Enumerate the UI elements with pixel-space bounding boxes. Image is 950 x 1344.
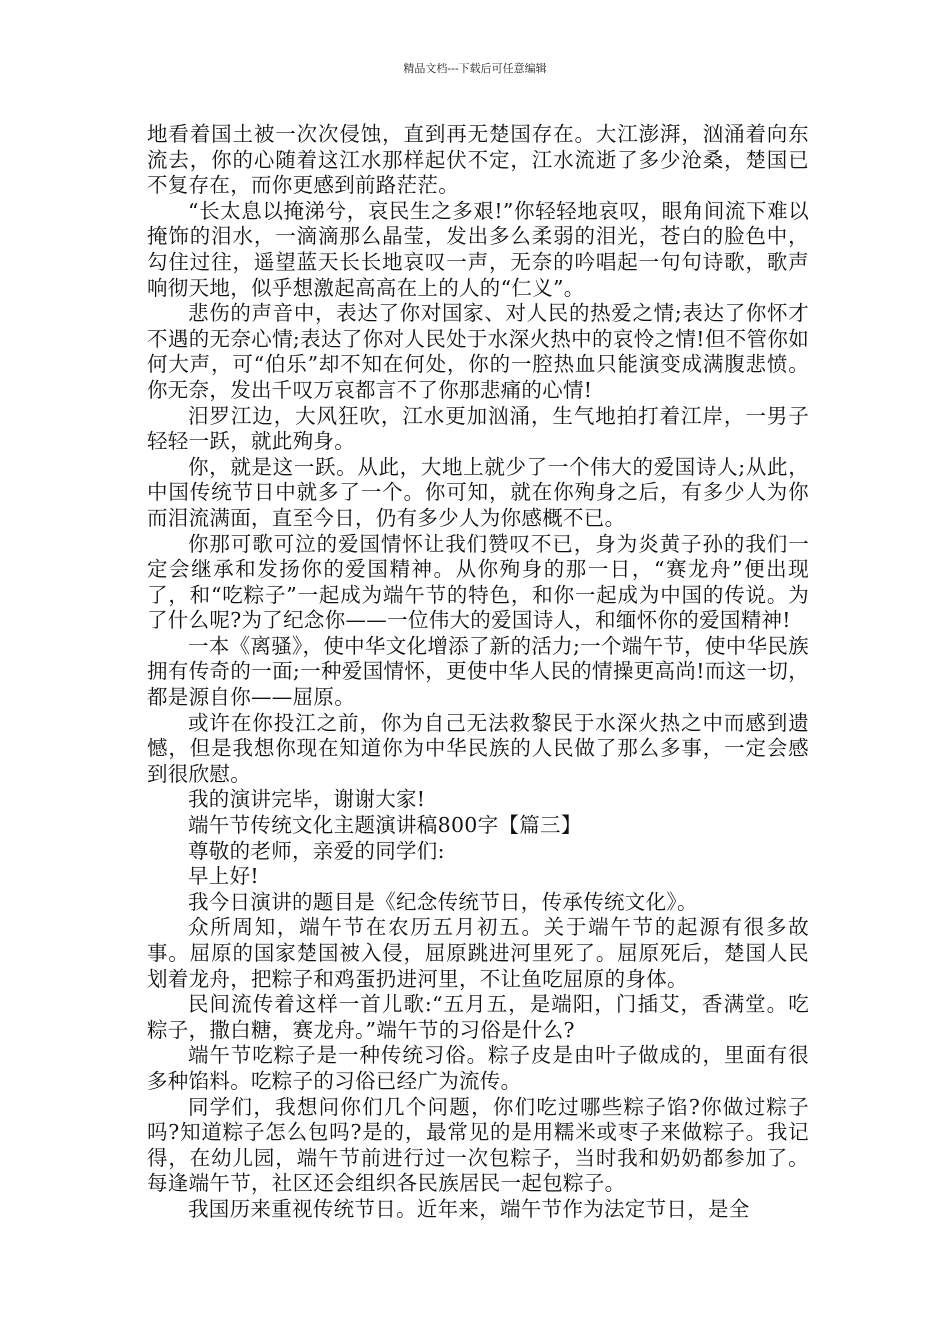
paragraph: 你，就是这一跃。从此，大地上就少了一个伟大的爱国诗人;从此，中国传统节日中就多了一个。你可知，就在你殉身之后，有多少人为你而泪流满面，直至今日，仍有多少人为你感概不已。 — [147, 454, 809, 530]
paragraph: 悲伤的声音中，表达了你对国家、对人民的热爱之情;表达了你怀才不遇的无奈心情;表达了你对人民处于水深火热中的哀怜之情!但不管你如何大声，可“伯乐”却不知在何处，你的一腔热血只能演变成满腹悲愤。你无奈，发出千叹万哀都言不了你那悲痛的心情! — [147, 301, 809, 402]
salutation: 尊敬的老师，亲爱的同学们: — [188, 838, 445, 863]
paragraph: 你那可歌可泣的爱国情怀让我们赞叹不已，身为炎黄子孙的我们一定会继承和发扬你的爱国精神。从你殉身的那一日，“赛龙舟”便出现了，和“吃粽子”一起成为端午节的特色，和你一起成为中国的传说。为了什么呢?为了纪念你——一位伟大的爱国诗人，和缅怀你的爱国精神! — [147, 531, 809, 633]
page-header: 精品文档---下载后可任意编辑 — [403, 62, 547, 75]
paragraph: 民间流传着这样一首儿歌:“五月五，是端阳，门插艾，香满堂。吃粽子，撒白糖，赛龙舟。”端午节的习俗是什么? — [147, 992, 809, 1042]
paragraph: 一本《离骚》，使中华文化增添了新的活力;一个端午节，使中华民族拥有传奇的一面;一种爱国情怀，更使中华人民的情操更高尚!而这一切，都是源自你——屈原。 — [147, 633, 809, 710]
paragraph: 众所周知，端午节在农历五月初五。关于端午节的起源有很多故事。屈原的国家楚国被入侵，屈原跳进河里死了。屈原死后，楚国人民划着龙舟，把粽子和鸡蛋扔进河里，不让鱼吃屈原的身体。 — [147, 915, 809, 991]
document-body — [147, 122, 809, 1223]
paragraph: 或许在你投江之前，你为自己无法救黎民于水深火热之中而感到遗憾，但是我想你现在知道你为中华民族的人民做了那么多事，一定会感到很欣慰。 — [147, 710, 809, 786]
paragraph: 同学们，我想问你们几个问题，你们吃过哪些粽子馅?你做过粽子吗?知道粽子怎么包吗?是的，最常见的是用糯米或枣子来做粽子。我记得，在幼儿园，端午节前进行过一次包粽子，当时我和奶奶都参加了。每逢端午节，社区还会组织各民族居民一起包粽子。 — [147, 1094, 809, 1196]
paragraph: 端午节吃粽子是一种传统习俗。粽子皮是由叶子做成的，里面有很多种馅料。吃粽子的习俗已经广为流传。 — [147, 1043, 809, 1093]
paragraph: 地看着国土被一次次侵蚀，直到再无楚国存在。大江澎湃，汹涌着向东流去，你的心随着这江水那样起伏不定，江水流逝了多少沧桑，楚国已不复存在，而你更感到前路茫茫。 — [147, 122, 809, 198]
paragraph: “长太息以掩涕兮，哀民生之多艰!”你轻轻地哀叹，眼角间流下难以掩饰的泪水，一滴滴那么晶莹，发出多么柔弱的泪光，苍白的脸色中，勾住过往，遥望蓝天长长地哀叹一声，无奈的吟唱起一句句诗歌，歌声响彻天地，似乎想激起高高在上的人的“仁义”。 — [147, 198, 809, 300]
section-heading: 端午节传统文化主题演讲稿800字【篇三】 — [188, 813, 582, 838]
greeting: 早上好! — [188, 864, 259, 889]
closing-line: 我的演讲完毕，谢谢大家! — [188, 787, 426, 812]
paragraph: 汨罗江边，大风狂吹，江水更加汹涌，生气地拍打着江岸，一男子轻轻一跃，就此殉身。 — [147, 403, 809, 454]
paragraph: 我今日演讲的题目是《纪念传统节日，传承传统文化》。 — [188, 889, 698, 914]
paragraph: 我国历来重视传统节日。近年来，端午节作为法定节日，是全 — [188, 1196, 750, 1221]
